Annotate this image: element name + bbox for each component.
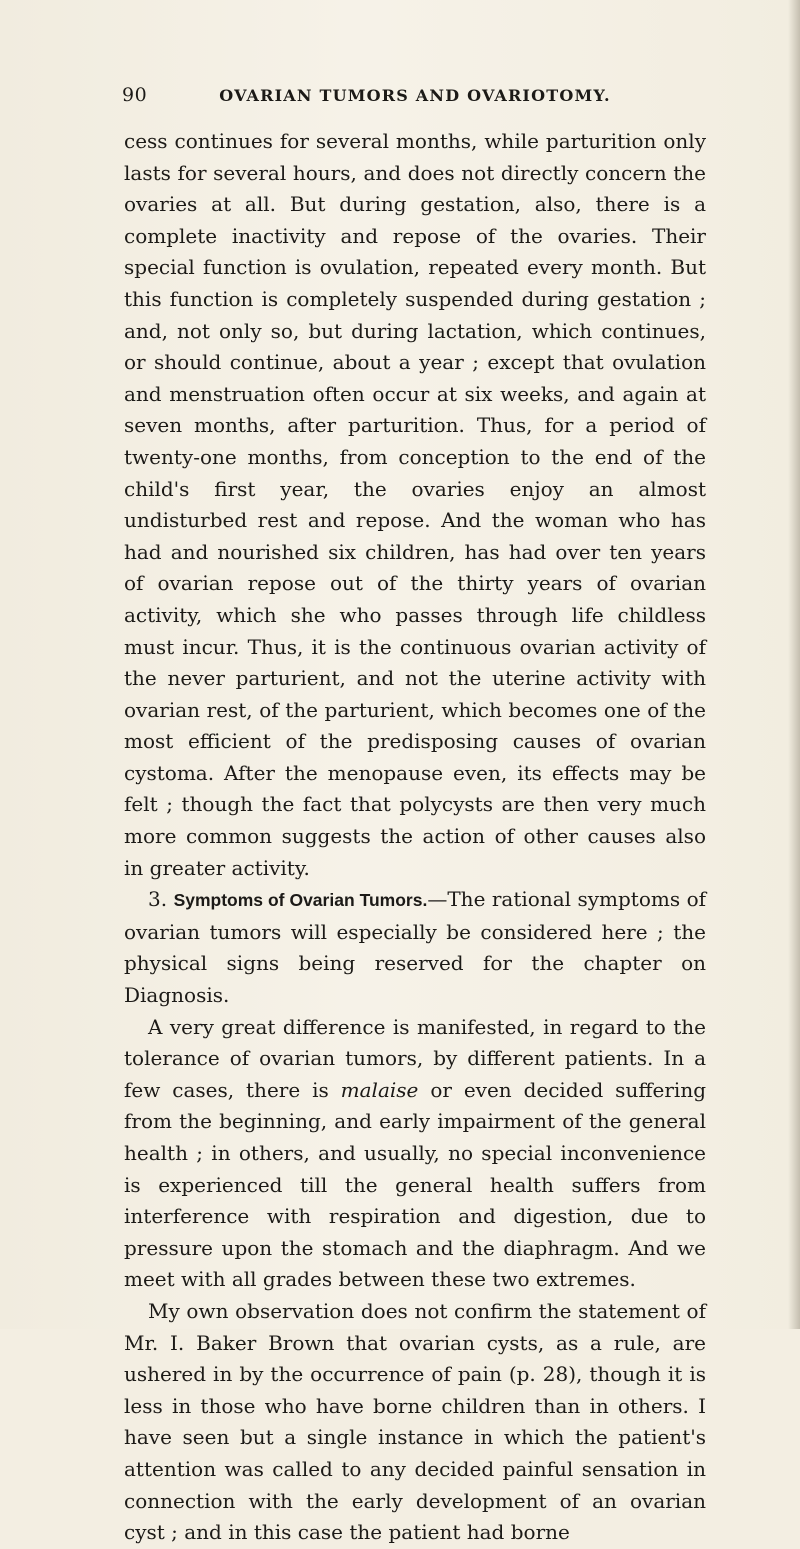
paragraph-1: cess continues for several months, while parturition only lasts for several hours, and does not directly concern the ovaries at all. But during gestation, also, there is a complete inactivity and repose of the ovaries. Their special function is ovulation, repeated every month. But this function is completely suspended during gestation ; and, not only so, but during lactation, which continues, or should continue, about a year ; except that ovulation and menstruation often occur at six weeks, and again at seven months, after parturition. Thus, for a period of twenty-one months, from conception to the end of the child's first year, the ovaries enjoy an almost undisturbed rest and repose. And the woman who has had and nourished six children, has had over ten years of ovarian repose out of the thirty years of ovarian activity, which she who passes through life childless must incur. Thus, it is the continuous ovarian activity of the never parturient, and not the uterine activity with ovarian rest, of the parturient, which becomes one of the most efficient of the predisposing causes of ovarian cystoma. After the menopause even, its effects may be felt ; though the fact that polycysts are then very much more common suggests the action of other causes also in greater activity. bbox=[124, 129, 706, 880]
body-text bbox=[124, 126, 706, 1549]
page-number: 90 bbox=[122, 84, 148, 106]
paragraph-4: My own observation does not confirm the statement of Mr. I. Baker Brown that ovarian cysts, as a rule, are ushered in by the occurrence of pain (p. 28), though it is less in those who have borne children than in others. I have seen but a single instance in which the patient's attention was called to any decided painful sensation in connection with the early development of an ovarian cyst ; and in this case the patient had borne bbox=[124, 1298, 706, 1545]
section-heading: Symptoms of Ovarian Tumors. bbox=[173, 890, 428, 911]
paragraph-3 bbox=[124, 1012, 706, 1296]
section-number: 3. bbox=[148, 887, 168, 912]
page-header bbox=[122, 84, 708, 114]
italic-term: malaise bbox=[340, 1077, 419, 1102]
paragraph-2 bbox=[124, 884, 706, 1011]
page-edge-shadow bbox=[788, 0, 800, 1329]
running-title: OVARIAN TUMORS AND OVARIOTOMY. bbox=[219, 86, 611, 105]
paragraph-2-text: —The rational symptoms of ovarian tumors will especially be considered here ; the physical signs being reserved for the chapter on Diagnosis. bbox=[124, 887, 707, 1008]
paragraph-3-text-b: or even decided suffering from the beginning, and early impairment of the general health ; in others, and usually, no special inconvenience is experienced till the general health suffers from interference with respiration and digestion, due to pressure upon the stomach and the diaphragm. And we meet with all grades between these two extremes. bbox=[124, 1077, 707, 1292]
paragraph-3-text-a: A very great difference is manifested, in regard to the tolerance of ovarian tumors, by different patients. In a few cases, there is bbox=[124, 1014, 706, 1102]
